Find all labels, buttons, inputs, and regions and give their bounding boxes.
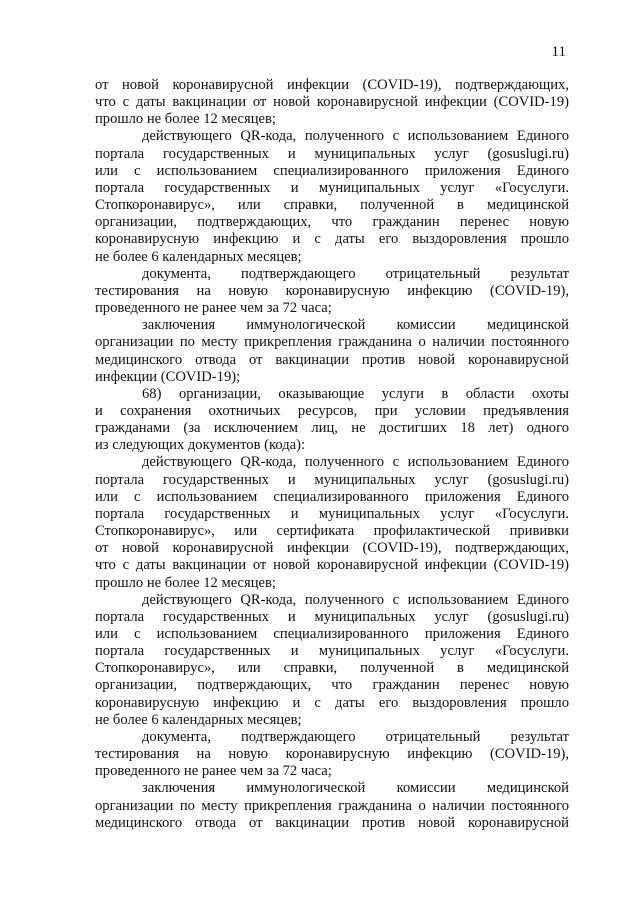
text-line: медицинского отвода от вакцинации против новой коронавирусной [95, 814, 569, 831]
text-line: и сохранения охотничьих ресурсов, при условии предъявления [95, 402, 569, 419]
text-line: проведенного не ранее чем за 72 часа; [95, 763, 332, 780]
text-line: действующего QR-кода, полученного с использованием Единого [142, 454, 569, 471]
text-line: портала государственных и муниципальных услуг (gosuslugi.ru) [95, 145, 569, 162]
text-line: 68) организации, оказывающие услуги в области охоты [142, 385, 569, 402]
text-line: документа, подтверждающего отрицательный результат [142, 265, 569, 282]
text-line: не более 6 календарных месяцев; [95, 248, 302, 265]
text-line: от новой коронавирусной инфекции (COVID-19), подтверждающих, [95, 77, 569, 93]
text-line: инфекции (COVID-19); [95, 368, 241, 385]
text-line: портала государственных и муниципальных услуг «Госуслуги. [95, 643, 569, 660]
text-line: гражданами (за исключением лиц, не достигших 18 лет) одного [95, 420, 569, 437]
text-line: портала государственных и муниципальных услуг «Госуслуги. [95, 179, 569, 196]
text-line: заключения иммунологической комиссии медицинской [142, 317, 569, 334]
text-line: коронавирусную инфекцию и с даты его выздоровления прошло [95, 694, 569, 711]
body-text [95, 77, 569, 832]
text-line: Стопкоронавирус», или справки, полученной в медицинской [95, 660, 569, 677]
text-line: документа, подтверждающего отрицательный результат [142, 728, 569, 745]
text-line: Стопкоронавирус», или сертификата профилактической прививки [95, 523, 569, 540]
text-line: из следующих документов (кода): [95, 437, 306, 454]
text-line: проведенного не ранее чем за 72 часа; [95, 300, 332, 317]
text-line: тестирования на новую коронавирусную инфекцию (COVID-19), [95, 746, 569, 763]
text-line: что с даты вакцинации от новой коронавирусной инфекции (COVID-19) [95, 557, 569, 574]
text-line: Стопкоронавирус», или справки, полученной в медицинской [95, 197, 569, 214]
text-line: действующего QR-кода, полученного с использованием Единого [142, 591, 569, 608]
text-line: организации по месту прикрепления гражданина о наличии постоянного [95, 334, 569, 351]
text-line: заключения иммунологической комиссии медицинской [142, 780, 569, 797]
text-line: портала государственных и муниципальных услуг «Госуслуги. [95, 505, 569, 522]
text-line: не более 6 календарных месяцев; [95, 711, 302, 728]
text-line: организации, подтверждающих, что гражданин перенес новую [95, 214, 569, 231]
text-line: прошло не более 12 месяцев; [95, 111, 276, 128]
text-line: медицинского отвода от вакцинации против новой коронавирусной [95, 351, 569, 368]
text-line: организации, подтверждающих, что гражданин перенес новую [95, 677, 569, 694]
text-line: портала государственных и муниципальных услуг (gosuslugi.ru) [95, 471, 569, 488]
text-line: или с использованием специализированного приложения Единого [95, 626, 569, 642]
page-number: 11 [551, 44, 566, 60]
text-line: или с использованием специализированного приложения Единого [95, 162, 569, 179]
text-line: прошло не более 12 месяцев; [95, 574, 276, 591]
text-line: коронавирусную инфекцию и с даты его выздоровления прошло [95, 231, 569, 248]
text-line: портала государственных и муниципальных услуг (gosuslugi.ru) [95, 608, 569, 625]
text-line: или с использованием специализированного приложения Единого [95, 488, 569, 505]
text-line: организации по месту прикрепления гражданина о наличии постоянного [95, 797, 569, 814]
text-line: от новой коронавирусной инфекции (COVID-19), подтверждающих, [95, 540, 569, 557]
text-line: действующего QR-кода, полученного с использованием Единого [142, 128, 569, 145]
text-line: тестирования на новую коронавирусную инфекцию (COVID-19), [95, 282, 569, 299]
text-line: что с даты вакцинации от новой коронавирусной инфекции (COVID-19) [95, 94, 569, 111]
